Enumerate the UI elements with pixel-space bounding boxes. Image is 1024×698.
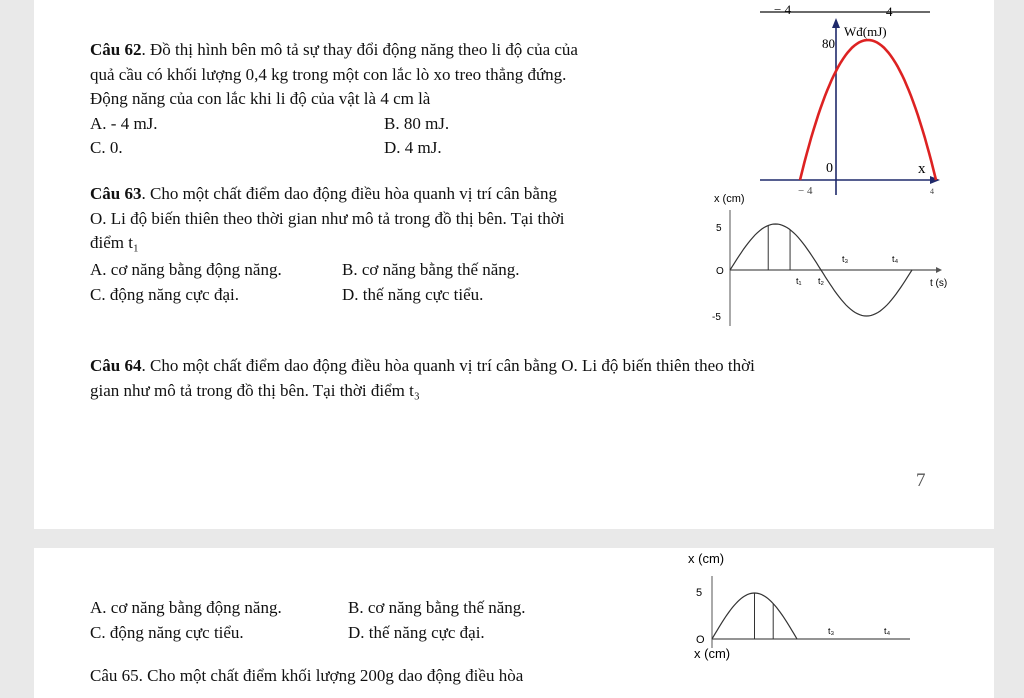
q62-label: Câu 62 [90,40,142,59]
chart2-mark-t2: t₂ [818,276,824,286]
q64-option-a: A. cơ năng bằng động năng. [90,598,282,617]
q64-option-b: B. cơ năng bằng thế năng. [348,598,526,617]
chart3-y-tick-0: O [696,634,705,646]
q63-option-a: A. cơ năng bằng động năng. [90,260,282,279]
chart1-bottom-tick-pos: 4 [930,187,934,196]
chart1-origin-label: 0 [826,161,833,176]
kinetic-energy-chart [740,0,980,200]
chart1-y-arrow-icon [832,18,840,28]
q63-option-d: D. thế năng cực tiểu. [342,285,484,304]
chart2-mark-t1: t₁ [796,276,802,286]
q62-line3: Động năng của con lắc khi li độ của vật là 4 cm là [90,89,431,108]
chart2-mark-t3: t₃ [842,254,849,264]
document-page-7 [34,0,994,529]
chart3-mark-t3: t₃ [828,626,835,636]
q65-line1: Câu 65. Cho một chất điểm khối lượng 200g dao động điều hòa [90,666,524,685]
chart1-curve [800,40,936,180]
displacement-time-chart-2 [674,548,904,688]
chart2-y-label: x (cm) [714,193,745,205]
chart2-t-arrow-icon [936,267,942,273]
q64-line2: gian như mô tả trong đồ thị bên. Tại thời điểm t₃ [90,381,420,400]
q62-option-a: A. - 4 mJ. [90,114,158,133]
page-number: 7 [916,470,926,491]
chart1-top-tick-pos: 4 [886,4,893,19]
chart2-mark-t4: t₄ [892,254,899,264]
chart1-y-label: Wđ(mJ) [844,24,887,39]
q64-line1: Câu 64. Cho một chất điểm dao động điều hòa quanh vị trí cân bằng O. Li độ biến thiên theo thời [90,356,755,375]
displacement-time-chart [704,188,948,338]
document-page-8 [34,548,994,698]
chart2-t-label: t (s) [930,278,948,289]
chart2-y-tick-5: 5 [716,223,722,234]
chart1-y-tick-80: 80 [822,36,835,51]
q63-option-c: C. động năng cực đại. [90,285,239,304]
q62-line1: Câu 62. Đồ thị hình bên mô tả sự thay đổi động năng theo li độ của của [90,40,578,59]
chart1-x-label: x [918,161,926,177]
q64-option-c: C. động năng cực tiểu. [90,623,244,642]
q63-line3: điểm t₁ [90,233,139,252]
chart1-bottom-tick-neg: − 4 [798,185,813,197]
q63-line2: O. Li độ biến thiên theo thời gian như mô tả trong đồ thị bên. Tại thời [90,209,565,228]
chart1-top-tick-neg: − 4 [774,2,792,17]
chart3-y-label: x (cm) [688,551,725,566]
q62-line2: quả cầu có khối lượng 0,4 kg trong một con lắc lò xo treo thẳng đứng. [90,65,567,84]
q62-option-b: B. 80 mJ. [384,114,450,133]
chart3-mark-t4: t₄ [884,626,891,636]
q62-option-c: C. 0. [90,138,123,157]
chart3-y-tick-5: 5 [696,587,703,599]
q63-line1: Câu 63. Cho một chất điểm dao động điều hòa quanh vị trí cân bằng [90,184,557,203]
chart2-y-tick-neg5: -5 [712,312,721,323]
chart3-bottom-label: x (cm) [694,646,731,661]
chart2-y-tick-0: O [716,266,724,277]
q64-label: Câu 64 [90,356,142,375]
q63-label: Câu 63 [90,184,142,203]
q63-option-b: B. cơ năng bằng thế năng. [342,260,520,279]
q64-option-d: D. thế năng cực đại. [348,623,485,642]
q62-option-d: D. 4 mJ. [384,138,442,157]
